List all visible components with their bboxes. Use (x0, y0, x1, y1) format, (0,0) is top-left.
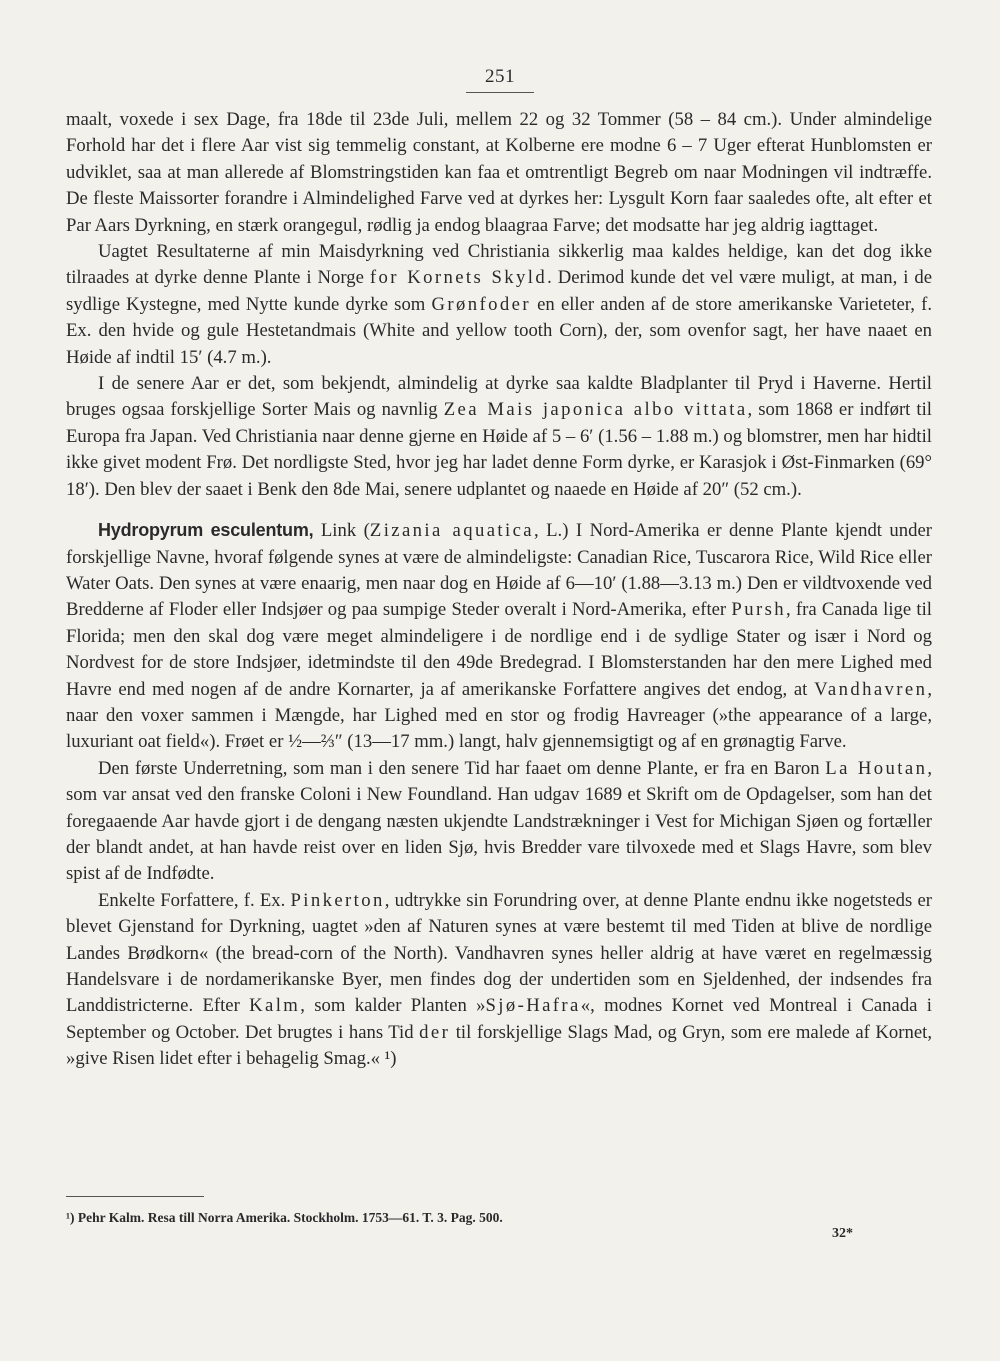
paragraph-6-emphasis-der: der (419, 1021, 451, 1043)
paragraph-6-text-a: Enkelte Forfattere, f. Ex. (98, 889, 291, 911)
paragraph-5 (66, 756, 932, 888)
footnote-rule (66, 1196, 204, 1197)
paragraph-1-text: maalt, voxede i sex Dage, fra 18de til 23de Juli, mellem 22 og 32 Tommer (58 – 84 cm.). Under almindelige Forhold har det i flere Aar vist sig temmelig constant, at Kolberne ere modne 6 – 7 Uger efterat Hunblomsten er udviklet, saa at man allerede af Blomstringstiden kan faa et omtrentligt Begreb om naar Modningen vil indtræffe. De fleste Maissorter forandre i Almindelighed Farve ved at dyrkes her: Lysgult Korn faar saaledes ofte, alt efter et Par Aars Dyrkning, en stærk orangegul, rødlig ja endog blaagraa Farve; det modsatte har jeg aldrig iagttaget. (66, 109, 932, 236)
paragraph-6-text-c: , udtrykke sin Forundring over, at denne Plante endnu ikke nogetsteds er blevet Gjenstand for Dyrkning, uagtet »den af Naturen synes at være bestemt til med Tiden at blive de nordlige Landes Brødkorn« (the bread-corn of the North). Vandhavren synes heller aldrig at have været en regelmæssig Handelsvare i de nordamerikanske Byer, men findes dog der undertiden som en Sjeldenhed, der indsendes fra Landdistricterne. Efter (66, 889, 932, 1017)
section-heading-term: Hydropyrum esculentum, (98, 520, 314, 541)
page-number-rule (466, 92, 534, 93)
footnote: ¹) Pehr Kalm. Resa till Norra Amerika. Stockholm. 1753—61. T. 3. Pag. 500. (66, 1210, 503, 1225)
paragraph-4-text-e: , fra Canada lige til Florida; men den skal dog være meget almindeligere i de nordlige end i de sydlige Stater og især i Nord og Nordvest for de store Indsjøer, idetmindste til den 49de Bredegrad. I Blomsterstanden har den mere Lighed med Havre end med nogen af de andre Kornarter, ja af amerikanske Forfattere angives det endog, at (66, 599, 933, 700)
paragraph-2-text-a: Uagtet Resultaterne af min Maisdyrkning ved Christiania sikkerlig maa kaldes heldige, kan det dog ikke tilraades at dyrke denne Plante i Norge (66, 241, 932, 289)
page-number: 251 (485, 66, 515, 87)
signature-mark: 32* (832, 1226, 853, 1241)
paragraph-6-text-g: «, modnes Kornet ved Montreal i Canada i September og October. Det brugtes i hans Tid (66, 995, 932, 1043)
paragraph-1 (66, 107, 932, 239)
paragraph-2-text-e: en eller anden af de store amerikanske Varieteter, f. Ex. den hvide og gule Hestetandmais (White and yellow tooth Corn), der, som ovenfor sagt, her have naaet en Høide af indtil 15′ (4.7 m.). (66, 293, 932, 368)
paragraph-6-name-pinkerton: Pinkerton (290, 889, 385, 911)
paragraph-6-text-i: til forskjellige Slags Mad, og Gryn, som ere malede af Kornet, »give Risen lidet efter i behagelig Smag.« ¹) (66, 1021, 932, 1070)
paragraph-4-synonym: Zizania aquatica (369, 520, 535, 542)
paragraph-4-hydropyrum (66, 517, 932, 756)
paragraph-2-emphasis-gronfoder: Grønfoder (431, 293, 531, 315)
paragraph-4-text-g: , naar den voxer sammen i Mængde, har Lighed med en stor og frodig Havreager (»the appearance of a large, luxuriant oat field«). Frøet er ½—⅔″ (13—17 mm.) langt, halv gjennemsigtigt og af en grønagtig Farve. (66, 678, 932, 753)
paragraph-3-text-a: I de senere Aar er det, som bekjendt, almindelig at dyrke saa kaldte Bladplanter til Pryd i Haverne. Hertil bruges ogsaa forskjellige Sorter Mais og navnlig (66, 373, 932, 421)
paragraph-3-text-c: , som 1868 er indført til Europa fra Japan. Ved Christiania naar denne gjerne en Høide af 5 – 6′ (1.56 – 1.88 m.) og blomstrer, men har hidtil ikke givet modent Frø. Det nordligste Sted, hvor jeg har ladet denne Form dyrke, er Karasjok i Øst-Finmarken (69° 18′). Den blev der saaet i Benk den 8de Mai, senere udplantet og naaede en Høide af 20″ (52 cm.). (66, 399, 933, 500)
paragraph-3 (66, 371, 932, 503)
paragraph-2-text-c: . Derimod kunde det vel være muligt, at man, i de sydlige Kystegne, med Nytte kunde dyrke som (66, 267, 933, 315)
paragraph-6 (66, 888, 932, 1073)
paragraph-5-text-a: Den første Underretning, som man i den senere Tid har faaet om denne Plante, er fra en Baron (98, 757, 826, 779)
paragraph-5-text-c: , som var ansat ved den franske Coloni i New Foundland. Han udgav 1689 et Skrift om de Opdagelser, som han det foregaaende Aar havde gjort i de dengang næsten ukjendte Landstrækninger i Vest for Michigan Sjøen og fortæller der blandt andet, at han havde reist over en liden Sjø, hvis Bredder vare tilvoxede med et Slags Havre, som blev spist af de Indfødte. (66, 757, 932, 885)
paragraph-4-author-pursh: Pursh (731, 599, 786, 621)
paragraph-5-name-la-houtan: La Houtan (825, 757, 928, 779)
paragraph-6-text-e: , som kalder Planten » (300, 995, 486, 1017)
paragraph-6-name-sjo-hafra: Sjø-Hafra (485, 995, 581, 1017)
body-text (66, 107, 932, 1073)
paragraph-6-name-kalm: Kalm (249, 995, 301, 1017)
paragraph-4-text-c: , L.) I Nord-Amerika er denne Plante kjendt under forskjellige Navne, hvoraf følgende synes at være de almindeligste: Canadian Rice, Tuscarora Rice, Wild Rice eller Water Oats. Den synes at være enaarig, men naar dog en Høide af 6—10′ (1.88—3.13 m.) Den er vildtvoxende ved Bredderne af Floder eller Indsjøer og paa sumpige Steder overalt i Nord-Amerika, efter (66, 520, 932, 621)
paragraph-2 (66, 239, 932, 371)
paragraph-3-species-name: Zea Mais japonica albo vittata (443, 399, 748, 421)
paragraph-4-text-a: Link ( (313, 520, 370, 542)
paragraph-4-emphasis-vandhavren: Vandhavren (814, 678, 928, 700)
paragraph-2-emphasis-korn: for Kornets Skyld (369, 267, 548, 289)
